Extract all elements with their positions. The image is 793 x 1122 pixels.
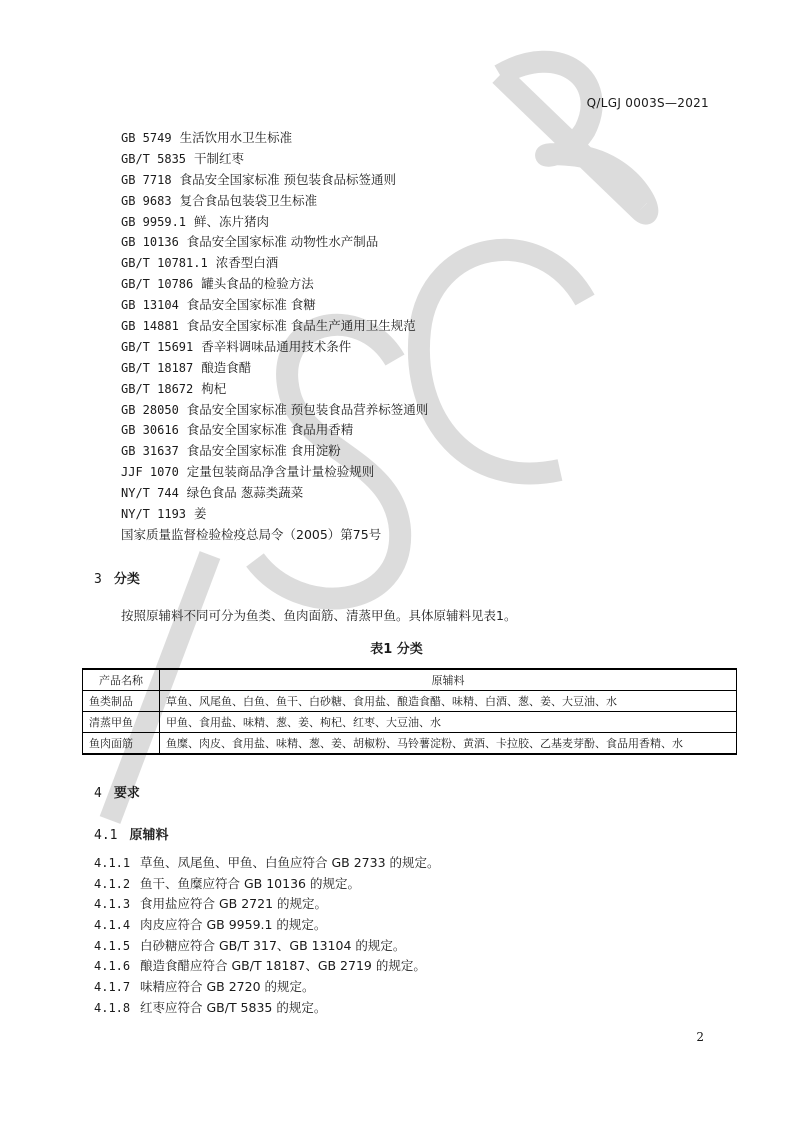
reference-title: 浓香型白酒 bbox=[215, 255, 279, 271]
reference-item bbox=[121, 212, 428, 233]
reference-item bbox=[121, 379, 428, 400]
requirement-text: 草鱼、凤尾鱼、甲鱼、白鱼应符合 GB 2733 的规定。 bbox=[140, 855, 440, 870]
subsection-4-1-heading bbox=[94, 824, 169, 843]
reference-title: 干制红枣 bbox=[194, 150, 245, 166]
requirement-number: 4.1.7 bbox=[94, 980, 131, 995]
reference-code: JJF 1070 bbox=[121, 465, 179, 480]
requirement-number: 4.1.3 bbox=[94, 897, 131, 912]
requirement-item bbox=[94, 894, 440, 915]
requirement-text: 酿造食醋应符合 GB/T 18187、GB 2719 的规定。 bbox=[140, 958, 426, 974]
reference-item bbox=[121, 358, 428, 379]
reference-item bbox=[121, 274, 428, 295]
reference-item bbox=[121, 149, 428, 170]
section-title: 分类 bbox=[113, 572, 140, 587]
subsection-number: 4.1 bbox=[94, 828, 118, 843]
reference-item bbox=[121, 462, 428, 483]
reference-title: 酿造食醋 bbox=[201, 359, 252, 375]
reference-code: GB 31637 bbox=[121, 444, 179, 459]
reference-title: 食品安全国家标准 预包装食品营养标签通则 bbox=[186, 401, 429, 417]
requirement-item bbox=[94, 936, 440, 957]
reference-title: 食品安全国家标准 食品生产通用卫生规范 bbox=[186, 318, 416, 334]
requirements-list bbox=[94, 853, 440, 1019]
requirement-item bbox=[94, 977, 440, 998]
reference-title: 食品安全国家标准 预包装食品标签通则 bbox=[179, 171, 397, 187]
reference-code: GB 9959.1 bbox=[121, 214, 187, 229]
reference-title: 罐头食品的检验方法 bbox=[201, 276, 314, 292]
reference-code: GB 9683 bbox=[121, 193, 172, 208]
reference-item bbox=[121, 170, 428, 191]
classification-table bbox=[82, 668, 737, 755]
reference-title: 国家质量监督检验检疫总局令（2005）第75号 bbox=[121, 526, 382, 542]
reference-title: 鲜、冻片猪肉 bbox=[194, 213, 270, 229]
reference-code: NY/T 1193 bbox=[121, 507, 187, 522]
requirement-text: 鱼干、鱼糜应符合 GB 10136 的规定。 bbox=[140, 875, 360, 891]
reference-title: 姜 bbox=[194, 506, 207, 522]
requirement-number: 4.1.2 bbox=[94, 876, 131, 891]
requirement-item bbox=[94, 915, 440, 936]
requirement-number: 4.1.6 bbox=[94, 959, 131, 974]
requirement-item bbox=[94, 853, 440, 874]
reference-title: 食品安全国家标准 食糖 bbox=[186, 297, 316, 313]
reference-item bbox=[121, 525, 428, 546]
normative-references-list bbox=[121, 128, 428, 546]
reference-item bbox=[121, 400, 428, 421]
table-header-row bbox=[83, 669, 737, 691]
ingredients-cell: 鱼糜、肉皮、食用盐、味精、葱、姜、胡椒粉、马铃薯淀粉、黄酒、卡拉胶、乙基麦芽酚、食品用香精、水 bbox=[160, 733, 737, 755]
reference-item bbox=[121, 128, 428, 149]
requirement-item bbox=[94, 874, 440, 895]
reference-item bbox=[121, 337, 428, 358]
requirement-item bbox=[94, 956, 440, 977]
reference-item bbox=[121, 420, 428, 441]
requirement-text: 白砂糖应符合 GB/T 317、GB 13104 的规定。 bbox=[140, 937, 406, 953]
reference-code: GB 13104 bbox=[121, 298, 179, 313]
requirement-number: 4.1.1 bbox=[94, 856, 131, 870]
section-number: 3 bbox=[94, 572, 102, 587]
reference-title: 食品安全国家标准 食品用香精 bbox=[186, 422, 354, 438]
reference-title: 定量包装商品净含量计量检验规则 bbox=[186, 464, 375, 480]
requirement-number: 4.1.4 bbox=[94, 918, 131, 933]
requirement-item bbox=[94, 998, 440, 1019]
section-3-paragraph: 按照原辅料不同可分为鱼类、鱼肉面筋、清蒸甲鱼。具体原辅料见表1。 bbox=[121, 608, 517, 623]
reference-title: 食品安全国家标准 动物性水产制品 bbox=[186, 234, 379, 250]
reference-code: GB/T 18187 bbox=[121, 360, 194, 375]
reference-title: 绿色食品 葱蒜类蔬菜 bbox=[186, 485, 304, 501]
product-name-cell: 鱼肉面筋 bbox=[83, 733, 160, 755]
reference-code: NY/T 744 bbox=[121, 486, 179, 501]
reference-code: GB 5749 bbox=[121, 131, 172, 145]
watermark-letter-c bbox=[419, 250, 585, 474]
reference-code: GB 28050 bbox=[121, 402, 179, 417]
standard-code: Q/LGJ 0003S—2021 bbox=[586, 96, 709, 110]
subsection-title: 原辅料 bbox=[129, 828, 169, 843]
reference-code: GB/T 10781.1 bbox=[121, 256, 208, 271]
reference-title: 香辛料调味品通用技术条件 bbox=[201, 338, 352, 354]
table-row bbox=[83, 733, 737, 755]
reference-item bbox=[121, 441, 428, 462]
ingredients-cell: 甲鱼、食用盐、味精、葱、姜、枸杞、红枣、大豆油、水 bbox=[160, 712, 737, 733]
reference-title: 食品安全国家标准 食用淀粉 bbox=[186, 443, 341, 459]
requirement-text: 红枣应符合 GB/T 5835 的规定。 bbox=[140, 999, 327, 1015]
reference-code: GB/T 5835 bbox=[121, 151, 187, 166]
table-row bbox=[83, 691, 737, 712]
column-header-product: 产品名称 bbox=[83, 669, 160, 691]
product-name-cell: 清蒸甲鱼 bbox=[83, 712, 160, 733]
reference-title: 生活饮用水卫生标准 bbox=[179, 130, 293, 145]
reference-item bbox=[121, 483, 428, 504]
requirement-number: 4.1.5 bbox=[94, 938, 131, 953]
section-number: 4 bbox=[94, 786, 102, 801]
requirement-text: 肉皮应符合 GB 9959.1 的规定。 bbox=[140, 917, 327, 933]
reference-code: GB/T 15691 bbox=[121, 339, 194, 354]
reference-code: GB 10136 bbox=[121, 235, 179, 250]
table-caption: 表1 分类 bbox=[370, 642, 423, 657]
reference-code: GB 14881 bbox=[121, 319, 179, 334]
reference-item bbox=[121, 316, 428, 337]
requirement-text: 食用盐应符合 GB 2721 的规定。 bbox=[140, 896, 327, 912]
reference-code: GB 7718 bbox=[121, 172, 172, 187]
reference-code: GB 30616 bbox=[121, 423, 179, 438]
ingredients-cell: 草鱼、风尾鱼、白鱼、鱼干、白砂糖、食用盐、酿造食醋、味精、白酒、葱、姜、大豆油、水 bbox=[160, 691, 737, 712]
reference-code: GB/T 10786 bbox=[121, 277, 194, 292]
reference-title: 枸杞 bbox=[201, 380, 227, 396]
requirement-text: 味精应符合 GB 2720 的规定。 bbox=[140, 979, 315, 995]
page-number: 2 bbox=[696, 1030, 704, 1044]
reference-item bbox=[121, 232, 428, 253]
reference-item bbox=[121, 253, 428, 274]
product-name-cell: 鱼类制品 bbox=[83, 691, 160, 712]
watermark-letter-b bbox=[500, 62, 647, 214]
section-3-heading bbox=[94, 568, 140, 587]
section-4-heading bbox=[94, 782, 140, 801]
table-row bbox=[83, 712, 737, 733]
section-title: 要求 bbox=[113, 786, 140, 801]
reference-title: 复合食品包装袋卫生标准 bbox=[179, 192, 318, 208]
reference-item bbox=[121, 295, 428, 316]
reference-item bbox=[121, 191, 428, 212]
requirement-number: 4.1.8 bbox=[94, 1000, 131, 1015]
column-header-ingredients: 原辅料 bbox=[160, 669, 737, 691]
reference-code: GB/T 18672 bbox=[121, 381, 194, 396]
reference-item bbox=[121, 504, 428, 525]
